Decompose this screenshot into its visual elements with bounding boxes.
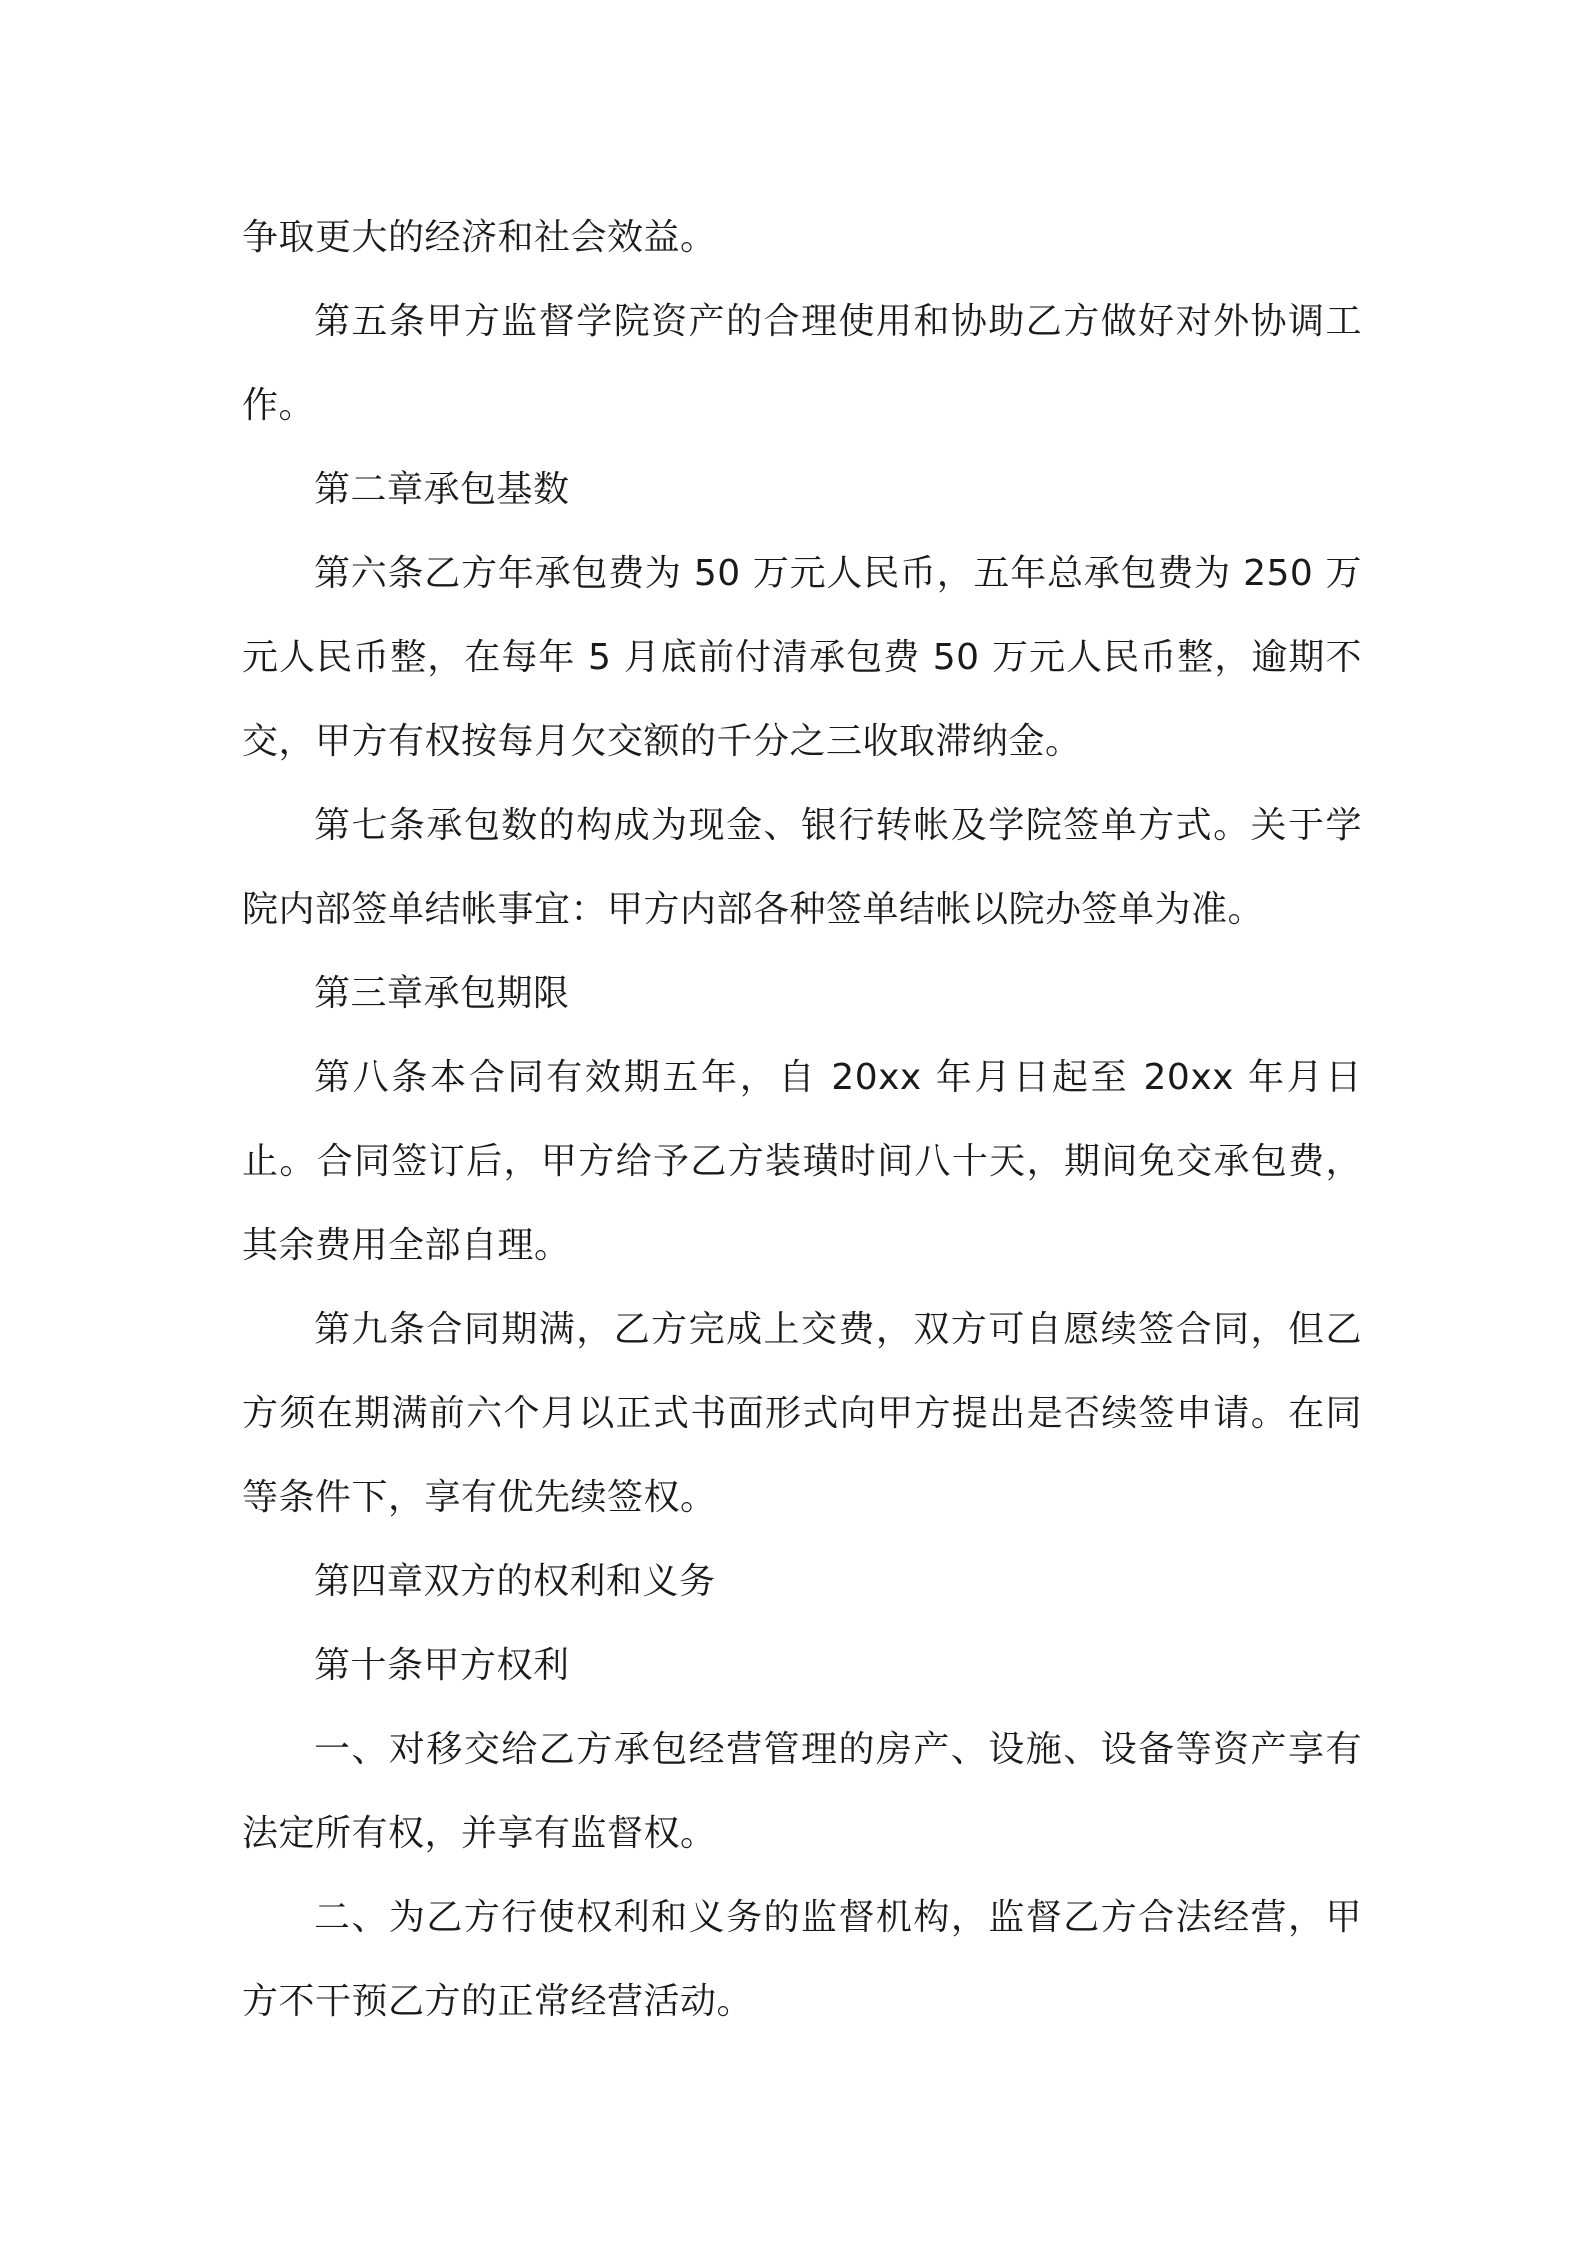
chapter-3-heading: 第三章承包期限 <box>314 973 570 1014</box>
paragraph-continuation: 争取更大的经济和社会效益。 <box>242 217 717 258</box>
chapter-4-heading: 第四章双方的权利和义务 <box>314 1561 716 1602</box>
paragraph-article-9: 第九条合同期满，乙方完成上交费，双方可自愿续签合同，但乙方须在期满前六个月以正式书面形式向甲方提出是否续签申请。在同等条件下，享有优先续签权。 <box>242 1309 1362 1518</box>
paragraph-article-6: 第六条乙方年承包费为 50 万元人民币，五年总承包费为 250 万元人民币整，在每年 5 月底前付清承包费 50 万元人民币整，逾期不交，甲方有权按每月欠交额的千分之三收取滞纳金。 <box>242 553 1362 762</box>
chapter-2-heading: 第二章承包基数 <box>314 469 570 510</box>
paragraph-article-7: 第七条承包数的构成为现金、银行转帐及学院签单方式。关于学院内部签单结帐事宜：甲方内部各种签单结帐以院办签单为准。 <box>242 805 1362 930</box>
paragraph-article-5: 第五条甲方监督学院资产的合理使用和协助乙方做好对外协调工作。 <box>242 301 1362 426</box>
paragraph-article-8: 第八条本合同有效期五年，自 20xx 年月日起至 20xx 年月日止。合同签订后，甲方给予乙方装璜时间八十天，期间免交承包费，其余费用全部自理。 <box>242 1057 1362 1266</box>
article-10-heading: 第十条甲方权利 <box>314 1645 570 1686</box>
paragraph-right-2: 二、为乙方行使权利和义务的监督机构，监督乙方合法经营，甲方不干预乙方的正常经营活动。 <box>242 1897 1362 2022</box>
document-body <box>242 196 1362 2044</box>
paragraph-right-1: 一、对移交给乙方承包经营管理的房产、设施、设备等资产享有法定所有权，并享有监督权。 <box>242 1729 1362 1854</box>
